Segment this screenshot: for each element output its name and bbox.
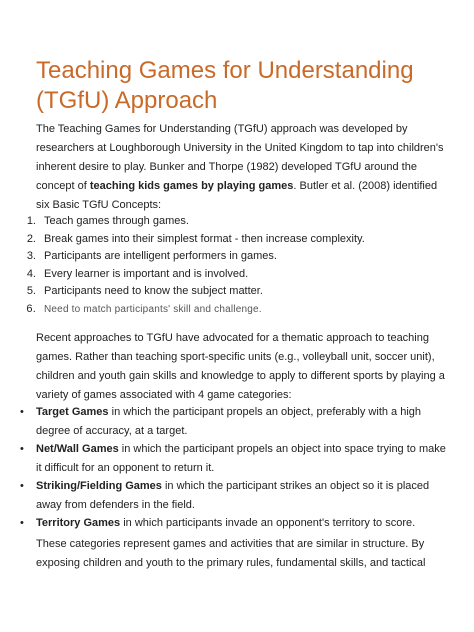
category-desc: in which participants invade an opponent's territory to score. xyxy=(120,517,416,529)
bullet-icon: • xyxy=(20,480,24,492)
list-item xyxy=(16,283,446,301)
list-item xyxy=(16,301,446,319)
bullet-icon: • xyxy=(20,443,24,455)
category-desc: in which the participant propels an object into space trying to make it difficult for an opponent to return it. xyxy=(36,443,446,474)
list-item xyxy=(16,440,446,477)
category-name: Target Games xyxy=(36,406,109,418)
category-name: Net/Wall Games xyxy=(36,443,119,455)
bullet-icon: • xyxy=(20,406,24,418)
list-item-text: Need to match participants' skill and challenge. xyxy=(44,303,262,315)
intro-bold-phrase: teaching kids games by playing games xyxy=(89,180,294,192)
list-item-text: Break games into their simplest format - then increase complexity. xyxy=(44,232,365,245)
list-item xyxy=(16,477,446,514)
list-number: 6. xyxy=(26,302,36,315)
category-desc: in which the participant propels an object, preferably with a high degree of accuracy, at a target. xyxy=(36,406,422,437)
list-item-text xyxy=(36,514,446,533)
category-name: Territory Games xyxy=(36,517,121,529)
list-number: 5. xyxy=(26,285,36,298)
list-item-text: Every learner is important and is involved. xyxy=(44,267,249,280)
list-item xyxy=(16,213,446,231)
concepts-list xyxy=(16,213,446,319)
list-item xyxy=(16,514,446,533)
list-item-text: Teach games through games. xyxy=(44,215,189,227)
list-number: 2. xyxy=(26,232,36,245)
list-item xyxy=(16,248,446,266)
list-number: 4. xyxy=(26,267,36,280)
list-item-text xyxy=(36,403,446,440)
list-item xyxy=(16,231,446,249)
list-item-text xyxy=(36,477,446,514)
list-item xyxy=(16,266,446,284)
list-item-text: Participants are intelligent performers in games. xyxy=(44,250,277,263)
list-item xyxy=(16,403,446,440)
intro-paragraph xyxy=(36,120,446,215)
category-name: Striking/Fielding Games xyxy=(36,480,162,492)
category-desc: in which the participant strikes an object so it is placed away from defenders in the field. xyxy=(36,480,430,511)
body-paragraph: These categories represent games and activities that are similar in structure. By exposing children and youth to the primary rules, fundamental skills, and tactical xyxy=(36,538,426,569)
list-number: 1. xyxy=(26,215,36,227)
intro-text: The Teaching Games for Understanding (TGfU) approach was developed by researchers at Loughborough University in the United Kingdom to tap into children's inherent desire to play. Bunker and Thorpe (1982) developed TGfU around the concept of xyxy=(36,123,444,192)
list-item-text xyxy=(36,440,446,477)
intro-text-end: . Butler et al. (2008) identified six Basic TGfU Concepts: xyxy=(36,180,438,211)
game-categories-list xyxy=(16,403,446,533)
page-title: Teaching Games for Understanding (TGfU) Approach xyxy=(36,57,414,114)
body-paragraph: Recent approaches to TGfU have advocated for a thematic approach to teaching games. Rather than teaching sport-specific units (e.g., volleyball unit, soccer unit), children and youth gain skills and knowledge to apply to different sports by playing a variety of games associated with 4 game categories: xyxy=(36,332,445,401)
list-item-text: Participants need to know the subject matter. xyxy=(44,285,263,298)
bullet-icon: • xyxy=(20,517,24,529)
list-number: 3. xyxy=(26,250,36,263)
